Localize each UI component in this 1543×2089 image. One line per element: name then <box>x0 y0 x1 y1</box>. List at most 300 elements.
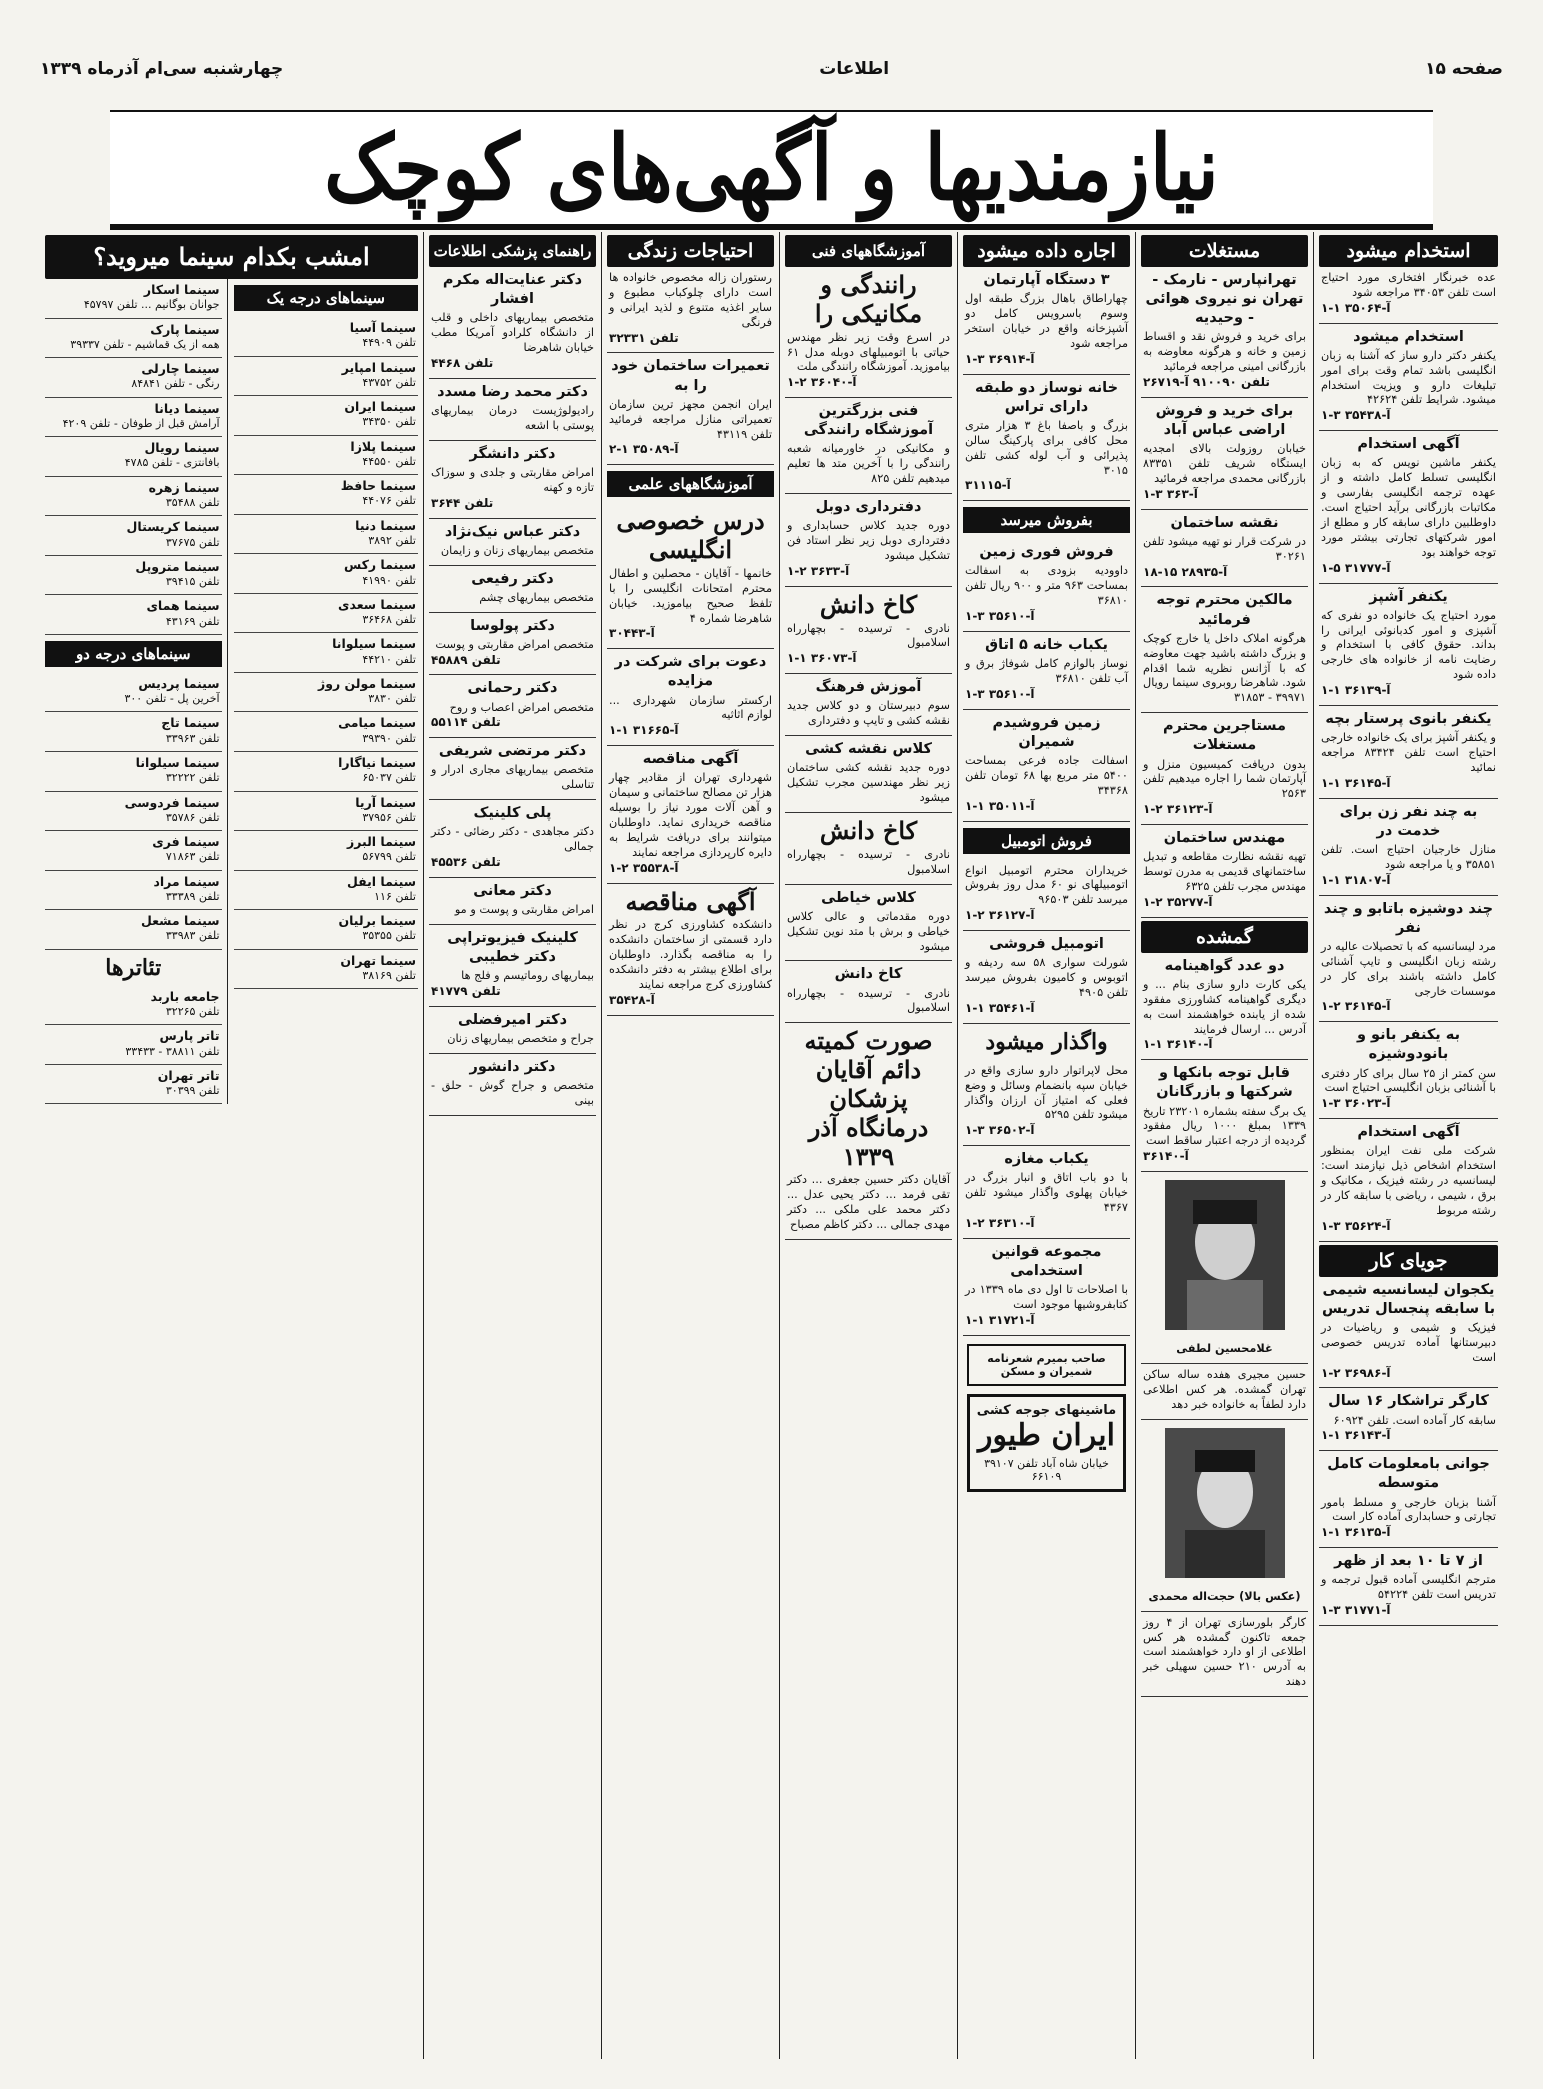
cinema-listing <box>45 673 222 713</box>
ad-phone: ۱-۱ آ-۳۱۷۲۱ <box>965 1312 1035 1327</box>
ad-body: امراض مقاربتی و جلدی و سوزاک تازه و کهنه <box>431 465 594 494</box>
cinema-name: سینما فردوسی <box>124 794 220 810</box>
cinema-listing <box>234 673 418 713</box>
column-heading: اجاره داده میشود <box>963 235 1130 267</box>
ad-title: یکنفر بانوی پرستار بچه <box>1325 711 1492 727</box>
ad-body: خریداران محترم اتومبیل انواع اتومبیلهای نو ۶۰ مدل روز بفروش میرسد تلفن ۹۶۵۰۳ <box>965 863 1128 907</box>
classified-ad <box>1141 953 1308 1061</box>
ad-phone: تلفن ۹۱۰۰۹۰ آ-۲۶۷۱۹ <box>1143 375 1270 390</box>
classified-ad <box>429 1007 596 1054</box>
ad-title: دکتر معانی <box>473 882 552 899</box>
classified-ad <box>1319 267 1498 324</box>
cinema-details: تلفن ۴۴۲۱۰ <box>362 652 416 666</box>
classified-ad <box>785 267 952 398</box>
cinema-name: سینما ایران <box>344 399 416 415</box>
column-rentals <box>957 232 1135 2059</box>
ad-body: هرگونه املاک داخل یا خارج کوچک و بزرگ داشته باشید جهت معاوضه که با آژانس نظریه شما اقدام شود. شاهرضا روبروی سینما رویال ۳۹۹۷۱ - ۳۱۸۵۳ <box>1143 631 1306 705</box>
ad-body: شهرداری تهران از مقادیر چهار هزار تن مصالح ساختمانی و سیمان و آهن آلات مورد نیاز را بوسیله مناقصه خریداری نماید. داوطلبان میتوانند برای دریافت شرایط به دایره کارپردازی مراجعه نمایند <box>609 771 772 859</box>
cinema-name: سینما مولن روژ <box>318 675 416 691</box>
cinema-details: تلفن ۵۶۷۹۹ <box>362 850 416 864</box>
ad-title: دکتر دانشگر <box>469 445 556 462</box>
ad-title: خانه نوساز دو طبقه دارای تراس <box>974 379 1119 415</box>
ad-title: مستاجرین محترم مستغلات <box>1162 718 1287 754</box>
cinema-listing <box>234 475 418 515</box>
cinema-listing <box>234 831 418 871</box>
cinema-name: سینما سعدی <box>338 596 416 612</box>
portrait-photo <box>1165 1180 1285 1330</box>
cinema-listing <box>45 712 222 752</box>
cinema-details: تلفن ۳۸۸۱۱ - ۳۳۴۳۳ <box>125 1044 220 1058</box>
cinema-details: تلفن ۳۰۳۹۹ <box>165 1084 220 1098</box>
ad-phone: ۱-۲ آ-۳۵۵۳۸ <box>609 860 679 875</box>
ad-phone: ۱-۲ آ-۳۶۱۴۵ <box>1321 999 1391 1014</box>
ad-body: سوم دبیرستان و دو کلاس جدید نقشه کشی و تایپ و دفترداری <box>787 699 950 728</box>
ad-title: به چند نفر زن برای خدمت در <box>1339 803 1478 839</box>
portrait-photo <box>1165 1428 1285 1578</box>
ad-phone: ۱-۱ آ-۳۶۱۴۰ <box>1143 1037 1213 1052</box>
classified-ad <box>963 1239 1130 1336</box>
cinema-listing <box>234 515 418 555</box>
column-heading: مستغلات <box>1141 235 1308 267</box>
classified-ad <box>429 441 596 519</box>
ad-title: کلینیک فیزیوتراپی دکتر خطیبی <box>447 930 578 966</box>
cinema-details: جوانان بوگانیم ... تلفن ۴۵۷۹۷ <box>83 298 220 312</box>
section-heading: آموزشگاههای علمی <box>607 471 774 497</box>
ad-title: دکتر پولوسا <box>470 617 555 634</box>
ad-body: یکنفر ماشین نویس که به زبان انگلیسی تسلط کامل داشته و از عهده ترجمه انگلیسی بفارسی و مکاتبات بازرگانی برآید احتیاج است. داوطلبین دارای سابقه کار و مطلع از امور شرکتهای تجارتی بیشتر مورد توجه خواهند بود <box>1321 456 1496 559</box>
ad-body: محل لاپراتوار دارو سازی واقع در خیابان سپه بانضمام وسائل و وضع فعلی که امتیاز آن ارزان واگذار میشود تلفن ۵۲۹۵ <box>965 1063 1128 1122</box>
ad-phone: ۱-۱ آ-۳۵۰۶۴ <box>1321 300 1391 315</box>
classified-ad <box>963 931 1130 1024</box>
cinema-details: تلفن ۳۵۷۸۶ <box>165 810 220 824</box>
cinema-name: سینما رویال <box>144 440 220 456</box>
cinema-details: تلفن ۳۹۴۱۵ <box>165 575 220 589</box>
ad-title: ۳ دستگاه آپارتمان <box>983 272 1110 288</box>
ad-phone: ۱-۲ آ-۳۶۹۸۶ <box>1321 1365 1391 1380</box>
cinema-listing <box>234 950 418 990</box>
cinema-name: سینما سیلوانا <box>135 755 220 771</box>
cinema-listing <box>45 752 222 792</box>
classified-ad <box>785 587 952 674</box>
cinema-listing <box>45 792 222 832</box>
cinema-listing <box>234 792 418 832</box>
cinema-details: تلفن ۳۹۳۹۰ <box>362 731 416 745</box>
school-ads <box>785 267 952 1240</box>
classified-ad <box>1319 1451 1498 1548</box>
cinema-details: آرامش قبل از طوفان - تلفن ۴۲۰۹ <box>62 416 220 430</box>
cinema-name: سینما همای <box>146 598 220 614</box>
ad-body: در شرکت قرار نو تهیه میشود تلفن ۳۰۲۶۱ <box>1143 534 1306 563</box>
ad-title: دکتر دانشور <box>469 1059 556 1076</box>
ad-title: کاخ دانش <box>819 589 918 619</box>
ad-phone: تلفن ۴۱۷۷۹ <box>431 984 501 999</box>
cinema-name: سینما دنیا <box>355 517 416 533</box>
ad-phone: ۱-۱ آ-۳۶۱۳۵ <box>1321 1525 1391 1540</box>
cinema-listing <box>234 712 418 752</box>
ad-phone: ۱-۳ آ-۳۱۷۷۱ <box>1321 1603 1391 1618</box>
cinema-details: رنگی - تلفن ۸۴۸۴۱ <box>131 377 220 391</box>
cinema-list-first <box>234 279 418 1104</box>
cinema-listing <box>45 279 222 319</box>
ad-title: فروش فوری زمین <box>979 544 1114 561</box>
ad-body: داوودیه بزودی به اسفالت بمساحت ۹۶۳ متر و ۹۰۰ ریال تلفن ۳۶۸۱۰ <box>965 564 1128 608</box>
cinema-listing <box>234 871 418 911</box>
ad-title: قابل توجه بانکها و شرکتها و بازرگانان <box>1156 1065 1293 1101</box>
ad-phone: ۱-۲ آ-۳۶۱۲۷ <box>965 908 1035 923</box>
ad-title: آگهی استخدام <box>1357 436 1460 453</box>
ad-phone: آ-۳۰۴۴۳ <box>609 626 655 641</box>
ad-phone: تلفن ۴۵۸۸۹ <box>431 652 501 667</box>
cinema-listing <box>45 398 222 438</box>
section-heading: فروش اتومبیل <box>963 828 1130 854</box>
column-heading: جویای کار <box>1319 1245 1498 1277</box>
ad-phone: ۱-۱ آ-۳۶۰۷۳ <box>787 651 857 666</box>
ad-phone: ۲-۱ آ-۳۵۰۸۹ <box>609 442 679 457</box>
cinema-listing <box>45 1065 222 1105</box>
cinema-list-second <box>45 279 228 1104</box>
ad-phone: ۱-۱ آ-۳۶۱۴۳ <box>1321 1428 1391 1443</box>
cinema-listing <box>45 516 222 556</box>
cinema-listing <box>45 437 222 477</box>
cinema-list <box>45 279 222 635</box>
employment-ads <box>1319 267 1498 1242</box>
cinema-name: سینما آسیا <box>349 320 416 335</box>
cinema-details: بافانتزی - تلفن ۴۷۸۵ <box>124 456 220 470</box>
classified-ad <box>429 675 596 738</box>
classified-ad <box>785 736 952 813</box>
cinema-listing <box>45 910 222 950</box>
lost-person-note: حسین مجیری هفده ساله ساکن تهران گمشده. هر کس اطلاعی دارد لطفاً به خانواده خبر دهد <box>1141 1364 1308 1420</box>
ad-body: متخصص بیماریهای زنان و زایمان <box>440 543 594 557</box>
ad-title: مهندس ساختمان <box>1163 830 1286 847</box>
ad-body: نادری - ترسیده - بچهارراه اسلامبول <box>787 986 950 1015</box>
ad-body: دانشکده کشاورزی کرج در نظر دارد قسمتی از ساختمان دانشکده را به مناقصه بگذارد. داوطلبان برای اطلاع بیشتر به دفتر دانشکده کشاورزی کرج مراجعه نمایند <box>609 918 772 991</box>
cinema-name: جامعه باربد <box>150 988 220 1004</box>
column-technical-schools <box>779 232 957 2059</box>
column-heading: امشب بکدام سینما میروید؟ <box>45 235 418 279</box>
ad-body: با اصلاحات تا اول دی ماه ۱۳۳۹ در کتابفروشیها موجود است <box>965 1283 1129 1312</box>
ad-title: مجموعه قوانین استخدامی <box>991 1243 1102 1279</box>
cinema-name: سینما کریستال <box>126 519 220 535</box>
classified-ad <box>1319 1277 1498 1389</box>
column-employment <box>1313 232 1503 2059</box>
classified-ad <box>963 1146 1130 1239</box>
ad-body: دوره جدید کلاس حسابداری و دفترداری دوبل زیر نظر استاد فن تشکیل میشود <box>787 519 950 563</box>
ad-title: اتومبیل فروشی <box>989 936 1104 953</box>
cinema-name: سینما چارلی <box>141 361 220 377</box>
ad-body: نادری - ترسیده - بچهارراه اسلامبول <box>787 621 950 650</box>
ad-title: چند دوشیزه باتابو و چند نفر <box>1323 900 1494 936</box>
classified-ad <box>429 267 596 379</box>
ad-body: دوره مقدماتی و عالی کلاس خیاطی و برش با متد نوین تشکیل میشود <box>787 909 950 953</box>
column-heading: گمشده <box>1141 921 1308 953</box>
ad-body: نادری - ترسیده - بچهارراه اسلامبول <box>787 847 950 876</box>
ad-body: خیابان روزولت بالای امجدیه ایستگاه شریف تلفن ۸۳۳۵۱ بازرگانی محمدی مراجعه فرمائید <box>1143 442 1306 485</box>
cinema-name: سینما تهران <box>340 952 416 968</box>
ad-body: متخصص امراض مقاربتی و پوست <box>435 637 594 651</box>
ad-title: دکتر رحمانی <box>467 680 558 697</box>
ad-body: متخصص بیماریهای مجاری ادرار و تناسلی <box>431 763 594 792</box>
cinema-listing <box>45 477 222 517</box>
cinema-details: آخرین پل - تلفن ۳۰۰ <box>124 692 220 706</box>
ad-body: شرکت ملی نفت ایران بمنظور استخدام اشخاص ذیل نیازمند است: لیسانسیه در رشته فیزیک ، مکانیک و برق ، شیمی ، ریاضی با سابقه کار در رشته مربوط <box>1321 1144 1496 1217</box>
cinema-name: سینما متروپل <box>135 558 220 574</box>
ad-body: شورلت سواری ۵۸ سه ردیفه و اتوبوس و کامیون بفروش میرسد تلفن ۴۹۰۵ <box>965 956 1128 999</box>
ad-phone: ۱-۲ آ-۳۶۳۱۰ <box>965 1216 1035 1231</box>
cinema-details: تلفن ۱۱۶ <box>374 889 416 903</box>
ad-body: بیماریهای روماتیسم و فلج ها <box>461 969 594 983</box>
ad-phone: ۱-۲ آ-۳۵۲۷۷ <box>1143 894 1213 909</box>
cinema-name: سینما نیاگارا <box>338 755 416 771</box>
car-ads <box>963 860 1130 1024</box>
cinema-details: تلفن ۴۳۷۵۲ <box>362 375 416 389</box>
ad-title: کلاس خیاطی <box>821 889 916 906</box>
ad-title: استخدام میشود <box>1353 328 1464 345</box>
issue-date: چهارشنبه سی‌ام آذرماه ۱۳۳۹ <box>40 59 284 79</box>
ad-body: متخصص امراض اعصاب و روح <box>449 700 594 714</box>
cinema-details: تلفن ۳۸۱۶۹ <box>362 969 416 982</box>
ad-phone: ۱-۱ آ-۳۵۴۶۱ <box>965 1000 1035 1015</box>
ad-title: دعوت برای شرکت در مزایده <box>614 654 767 690</box>
classified-ad <box>1141 267 1308 398</box>
cinema-listing <box>45 871 222 911</box>
ad-phone: تلفن ۳۶۴۴ <box>431 495 494 510</box>
ad-body: و مکانیکی در خاورمیانه شعبه رانندگی را با آخرین متد ها تعلیم میدهیم تلفن ۸۲۵ <box>787 442 950 486</box>
ad-body: متخصص بیماریهای چشم <box>479 590 594 604</box>
ad-title: کلاس نقشه کشی <box>805 741 932 758</box>
cinema-name: سینما برلیان <box>338 913 416 929</box>
ad-phone: ۱-۱ آ-۳۱۸۰۷ <box>1321 872 1391 887</box>
ad-title: صورت کمیته دائم آقایان پزشکان درمانگاه آذر ۱۳۳۹ <box>804 1026 933 1171</box>
ad-body: در اسرع وقت زیر نظر مهندس حیاتی با اتومبیلهای دوبله مدل ۶۱ بیاموزید. آموزشگاه رانندگی ملت <box>787 330 950 374</box>
boxed-notice: صاحب بمیرم شعرنامه شمیران و مسکن <box>967 1344 1126 1386</box>
classified-ad <box>963 267 1130 375</box>
ad-title: آگهی مناقصه <box>625 886 756 916</box>
classified-ad <box>607 503 774 649</box>
cinema-details: تلفن ۳۳۹۶۳ <box>165 731 220 745</box>
cinema-name: تاتر پارس <box>159 1028 220 1044</box>
cinema-listing <box>234 910 418 950</box>
cinema-details: تلفن ۷۱۸۶۳ <box>165 850 220 864</box>
cinema-details: تلفن ۴۳۱۶۹ <box>165 614 220 628</box>
ad-phone: ۱-۱ آ-۳۶۱۴۵ <box>1321 775 1391 790</box>
column-medical-guide <box>423 232 601 2059</box>
ad-phone: ۱-۵ آ-۳۱۷۷۷ <box>1321 560 1391 575</box>
ad-title: به یکنفر بانو و بانودوشیزه <box>1356 1027 1461 1063</box>
ad-title: از ۷ تا ۱۰ بعد از ظهر <box>1334 1553 1483 1570</box>
ad-body: مرد لیسانسیه که با تحصیلات عالیه در رشته زبان انگلیسی و تایپ آشنائی کامل داشته باشند برای کار در موسسات خارجی <box>1321 939 1496 998</box>
ad-title: دفترداری دوبل <box>815 499 922 516</box>
cinema-name: سینما البرز <box>347 834 416 850</box>
cinema-listing <box>234 594 418 634</box>
classified-ad <box>785 398 952 494</box>
ad-body: آشنا بزبان خارجی و مسلط بامور تجارتی و حسابداری آماده کار است <box>1321 1495 1496 1524</box>
ad-body: و یکنفر آشپز برای یک خانواده خارجی احتیاج است تلفن ۸۳۴۲۴ مراجعه نمائید <box>1321 731 1496 774</box>
ad-phone: ۱-۳ آ-۳۶۰۲۳ <box>1321 1096 1391 1111</box>
ad-body: برای خرید و فروش نقد و اقساط زمین و خانه و هرگونه معاوضه به بازرگانی امینی مراجعه فرمائید <box>1143 330 1306 374</box>
cinema-details: تلفن ۳۲۲۶۵ <box>165 1005 220 1018</box>
cinema-details: همه از یک قماشیم - تلفن ۳۹۳۳۷ <box>70 337 220 351</box>
classified-ad <box>607 884 774 1016</box>
transfer-ads <box>963 1060 1130 1336</box>
ad-title: تعمیرات ساختمان خود را به <box>611 358 770 394</box>
ad-body: متخصص بیماریهای داخلی و قلب از دانشگاه کلرادو آمریکا مطب خیابان شاهرضا <box>431 311 594 355</box>
cinema-name: سینما حافظ <box>340 478 416 494</box>
ad-title: مالکین محترم توجه فرمائید <box>1156 592 1293 628</box>
cinema-details: تلفن ۴۱۹۹۰ <box>362 573 416 587</box>
ad-phone: ۱-۳ آ-۳۶۹۱۴ <box>965 351 1035 366</box>
column-heading: استخدام میشود <box>1319 235 1498 267</box>
cinema-name: سینما پردیس <box>138 675 220 691</box>
classified-ad <box>429 738 596 800</box>
theater-list <box>45 986 222 1105</box>
ad-title: برای خرید و فروش اراضی عباس آباد <box>1155 402 1294 439</box>
cinema-details: تلفن ۳۸۳۰ <box>368 692 416 706</box>
jobseeker-ads <box>1319 1277 1498 1626</box>
classified-ad <box>429 519 596 566</box>
ad-title: کاخ دانش <box>819 816 918 845</box>
ad-title: زمین فروشیدم شمیران <box>992 714 1101 750</box>
ad-phone: تلفن ۵۵۱۱۴ <box>431 715 501 730</box>
poultry-ad-address: خیابان شاه آباد تلفن ۳۹۱۰۷ ۶۶۱۰۹ <box>984 1456 1109 1483</box>
column-heading: آموزشگاههای فنی <box>785 235 952 267</box>
cinema-listing <box>234 317 418 357</box>
ad-title: دکتر امیرفضلی <box>457 1012 568 1028</box>
ad-title: آگهی استخدام <box>1357 1124 1460 1141</box>
classified-ad <box>607 746 774 883</box>
ad-body: مورد احتیاج یک خانواده دو نفری که آشپزی و امور کدبانوئی ایرانی را بداند. حقوق کافی با استخدام و رضایت نامه از خانواده های خارجی داده شود <box>1321 608 1496 682</box>
cinema-listing <box>234 357 418 397</box>
column-real-estate <box>1135 232 1313 2059</box>
classified-ad <box>429 1054 596 1116</box>
classified-ad <box>963 1060 1130 1146</box>
ad-body: آقایان دکتر حسین جعفری ... دکتر تقی فرمد ... دکتر یحیی عدل ... دکتر محمد علی ملکی ... دکتر مهدی جمالی ... دکتر کاظم مصباح <box>787 1173 950 1232</box>
cinema-details: تلفن ۳۷۶۷۵ <box>165 535 220 549</box>
classified-ad <box>429 800 596 878</box>
cinema-listing <box>234 752 418 792</box>
ad-phone: ۱-۱ آ-۳۶۱۳۹ <box>1321 683 1391 698</box>
ad-body: منازل خارجیان احتیاج است. تلفن ۳۵۸۵۱ و یا مراجعه شود <box>1321 842 1496 871</box>
ad-body: ارکستر سازمان شهرداری ... لوازم اثاثیه <box>609 693 772 722</box>
ad-phone: ۱-۳ آ-۳۶۳ <box>1143 486 1198 501</box>
cinema-listing <box>234 554 418 594</box>
cinema-details: تلفن ۴۴۵۵۰ <box>362 454 416 468</box>
ad-phone: ۱-۳ آ-۳۵۶۱۰ <box>965 609 1035 624</box>
ad-title: کارگر تراشکار ۱۶ سال <box>1328 1393 1489 1410</box>
ad-phone: تلفن ۳۲۳۳۱ <box>609 330 679 345</box>
classified-ad <box>785 813 952 885</box>
ad-title: یکباب خانه ۵ اتاق <box>985 636 1108 653</box>
photo-caption: غلامحسین لطفی <box>1141 1338 1308 1364</box>
ad-body: یکی کارت دارو سازی بنام ... و دیگری گواهینامه کشاورزی مفقود شده از یابنده خواهشمند است به آدرس ... ارسال فرمایند <box>1143 977 1306 1036</box>
education-ads <box>607 503 774 1015</box>
classified-ad <box>607 353 774 465</box>
cinema-listing <box>45 358 222 398</box>
cinema-listing <box>234 436 418 476</box>
lost-ads <box>1141 953 1308 1172</box>
ad-body: رستوران زاله مخصوص خانواده ها است دارای چلوکباب مطبوع و سایر اغذیه متنوع و لذید ایرانی و فرنگی <box>609 271 772 329</box>
classified-ad <box>963 539 1130 632</box>
cinema-name: سینما تاج <box>161 715 220 731</box>
paper-name: اطلاعات <box>819 59 890 79</box>
cinema-listing <box>45 319 222 359</box>
ad-title: دکتر محمد رضا مسدد <box>437 383 588 400</box>
ad-body: رادیولوژیست درمان بیماریهای پوستی با اشعه <box>431 403 594 432</box>
cinema-name: سینما پلازا <box>350 438 416 454</box>
page-header <box>40 55 1503 83</box>
ad-title: دکتر مرتضی شریفی <box>438 743 587 760</box>
ad-phone: ۱-۳ آ-۳۵۶۲۴ <box>1321 1218 1391 1233</box>
cinema-name: سینما اسکار <box>143 282 220 297</box>
ad-phone: ۱-۲ آ-۳۶۰۴۰ <box>787 375 857 390</box>
cinema-listing <box>45 556 222 596</box>
ad-body: با دو باب اتاق و انبار بزرگ در خیابان پهلوی واگذار میشود تلفن ۴۳۶۷ <box>965 1171 1128 1215</box>
classified-ad <box>1319 706 1498 799</box>
portrait-icon <box>1165 1180 1285 1330</box>
section-banner <box>110 110 1433 230</box>
ad-phone: ۱-۲ آ-۳۶۱۲۳ <box>1143 802 1213 817</box>
cinema-details: تلفن ۳۷۹۵۶ <box>362 810 416 824</box>
classified-ad <box>1319 1022 1498 1119</box>
columns <box>40 232 1503 2059</box>
ad-body: تهیه نقشه نظارت مقاطعه و تبدیل ساختمانهای قدیمی به مدرن توسط مهندس مجرب تلفن ۶۳۲۵ <box>1143 850 1306 893</box>
cinema-listing <box>45 1025 222 1065</box>
classified-ad <box>1141 587 1308 713</box>
page-number: صفحه ۱۵ <box>1425 59 1503 79</box>
rental-ads <box>963 267 1130 501</box>
classified-ad <box>785 961 952 1023</box>
classified-ad <box>1319 799 1498 896</box>
section-heading: سینماهای درجه دو <box>45 641 222 667</box>
cinema-name: سینما دیانا <box>154 400 220 416</box>
portrait-icon <box>1165 1428 1285 1578</box>
cinema-details: تلفن ۴۴۹۰۹ <box>362 336 416 350</box>
classified-ad <box>963 860 1130 932</box>
ad-title: یکباب مغازه <box>1004 1151 1089 1168</box>
section-heading: تئاترها <box>105 954 162 981</box>
ad-phone: تلفن ۴۵۵۳۶ <box>431 855 501 870</box>
classified-ad <box>429 566 596 613</box>
cinema-details: تلفن ۳۶۴۶۸ <box>362 613 416 627</box>
ad-title: یکنفر آشپز <box>1369 588 1448 605</box>
ad-title: آموزش فرهنگ <box>815 679 922 696</box>
classified-ad <box>1319 431 1498 583</box>
cinema-details: تلفن ۳۲۲۲۲ <box>165 771 220 785</box>
cinema-details: تلفن ۳۵۳۵۵ <box>362 929 416 943</box>
column-heading: راهنمای پزشکی اطلاعات <box>429 235 596 267</box>
classified-ad <box>963 632 1130 710</box>
ad-body: اسفالت جاده فرعی بمساحت ۵۴۰۰ متر مربع بها ۶۸ تومان تلفن ۳۴۳۶۸ <box>965 753 1128 797</box>
classified-ad <box>607 267 774 353</box>
section-heading: واگذار میشود <box>985 1028 1108 1055</box>
ad-title: نقشه ساختمان <box>1170 514 1279 531</box>
ad-title: درس خصوصی انگلیسی <box>616 506 765 565</box>
ad-phone: ۱-۱ آ-۳۱۶۶۵ <box>609 723 679 738</box>
ad-body: چهاراطاق باهال بزرگ طبقه اول وسوم باسرویس کامل دو آشپزخانه واقع در خیابان استخر مراجعه شود <box>965 292 1128 350</box>
ad-body: ایران انجمن مجهز ترین سازمان تعمیراتی منازل مراجعه فرمائید تلفن ۴۳۱۱۹ <box>609 397 772 441</box>
cinema-listing <box>234 633 418 673</box>
poultry-ad <box>967 1394 1126 1492</box>
cinema-listing <box>234 396 418 436</box>
ad-title: تهرانپارس - نارمک - تهران نو نیروی هوائی - وحیدیه <box>1145 272 1304 327</box>
classified-ad <box>1141 510 1308 588</box>
cinema-name: سینما میامی <box>338 715 416 731</box>
ad-title: دکتر عنایت‌اله مکرم افشار <box>442 272 583 308</box>
sale-ads <box>963 539 1130 821</box>
ad-body: سابقه کار آماده است. تلفن ۶۰۹۲۴ <box>1333 1413 1496 1427</box>
cinema-name: سینما پارک <box>150 321 220 337</box>
ad-body: بدون دریافت کمیسیون منزل و آپارتمان شما را اجاره میدهیم تلفن ۲۵۶۳ <box>1143 757 1306 801</box>
